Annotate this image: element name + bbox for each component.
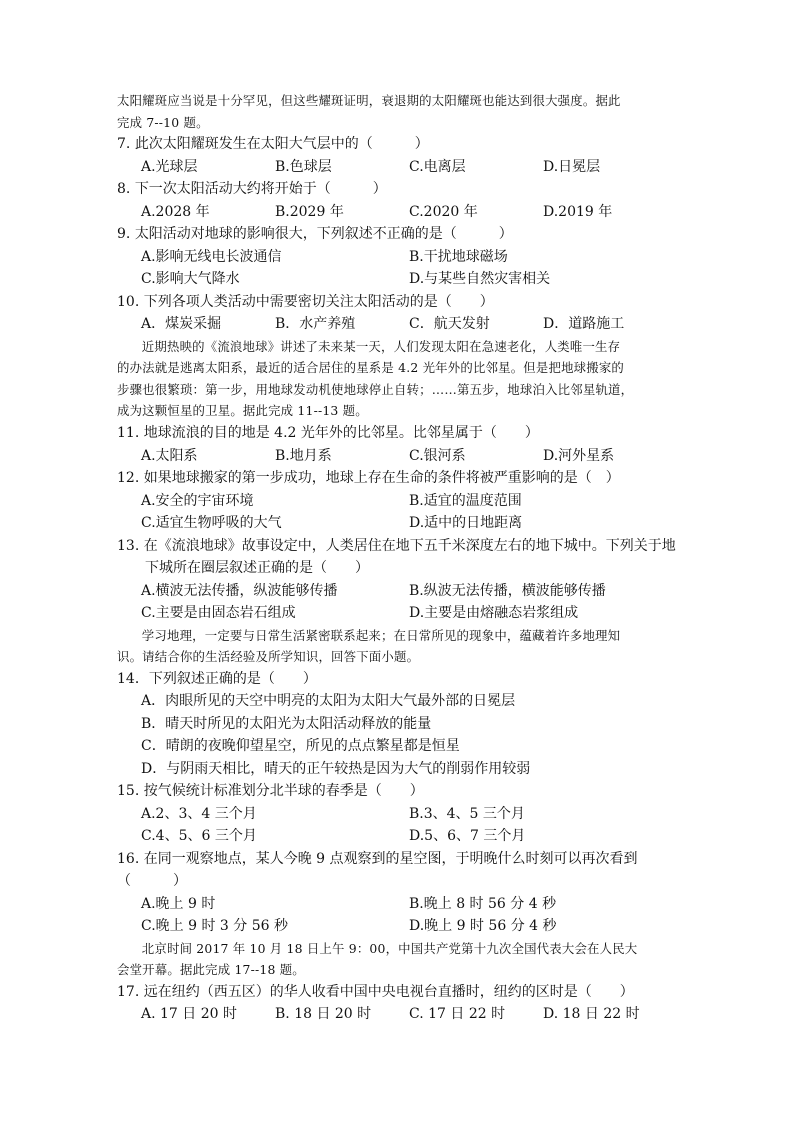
- question-8: [117, 178, 677, 223]
- option-c: C.银河系: [409, 447, 466, 464]
- question-number: 13.: [117, 537, 140, 554]
- question-stem: 按气候统计标准划分北半球的春季是（ ）: [143, 783, 424, 800]
- option-a: A.晚上 9 时: [141, 895, 216, 912]
- intro-line: 的办法就是逃离太阳系，最近的适合居住的星系是 4.2 光年外的比邻星。但是把地球搬家的: [117, 360, 625, 376]
- option-b: B.3、4、5 三个月: [409, 805, 525, 822]
- option-d: D.晚上 9 时 56 分 4 秒: [409, 918, 557, 935]
- option-b: B.地月系: [275, 447, 332, 464]
- option-c: C. 17 日 22 时: [409, 1006, 506, 1023]
- options: [117, 201, 677, 224]
- option-b: B.色球层: [275, 158, 332, 175]
- question-stem: 下一次太阳活动大约将开始于（ ）: [134, 181, 387, 198]
- option-d: D．与阴雨天相比，晴天的正午较热是因为大气的削弱作用较弱: [141, 760, 531, 777]
- question-stem: 在同一观察地点，某人今晚 9 点观察到的星空图，于明晚什么时刻可以再次看到: [143, 850, 638, 867]
- option-c: C．航天发射: [409, 316, 490, 333]
- intro-line: 学习地理，一定要与日常生活紧密联系起来；在日常所见的现象中，蕴藏着许多地理知: [141, 627, 621, 643]
- option-b: B.纵波无法传播，横波能够传播: [409, 582, 606, 599]
- option-a: A.横波无法传播，纵波能够传播: [141, 582, 338, 599]
- question-9: [117, 223, 677, 291]
- option-b: B.适宜的温度范围: [409, 492, 522, 509]
- option-b: B. 18 日 20 时: [275, 1006, 372, 1023]
- option-b: B．水产养殖: [275, 316, 356, 333]
- option-d: D.河外星系: [543, 447, 615, 464]
- option-c: C.电离层: [409, 158, 466, 175]
- question-7: [117, 133, 677, 178]
- option-c: C.2020 年: [409, 203, 478, 220]
- question-number: 11.: [117, 425, 140, 442]
- option-a: A．肉眼所见的天空中明亮的太阳为太阳大气最外部的日冕层: [141, 693, 516, 710]
- intro-daily-geography: [117, 625, 677, 668]
- option-a: A．煤炭采掘: [141, 316, 222, 333]
- question-number: 7.: [117, 136, 131, 153]
- option-b: B.2029 年: [275, 203, 344, 220]
- intro-line: 近期热映的《流浪地球》讲述了未来某一天，人们发现太阳在急速老化，人类唯一生存: [141, 338, 621, 354]
- question-number: 14．: [117, 670, 149, 687]
- options: [117, 825, 677, 848]
- option-d: D．道路施工: [543, 316, 625, 333]
- intro-line: 会堂开幕。据此完成 17--18 题。: [117, 962, 305, 978]
- option-c: C.4、5、6 三个月: [141, 828, 257, 845]
- option-a: A.2028 年: [141, 203, 210, 220]
- options: [117, 313, 677, 336]
- options: [117, 445, 677, 468]
- question-number: 12.: [117, 470, 140, 487]
- option-c: C.适宜生物呼吸的大气: [141, 515, 282, 532]
- exam-page: [117, 90, 677, 1026]
- option-d: D.2019 年: [543, 203, 613, 220]
- intro-line: 成为这颗恒星的卫星。据此完成 11--13 题。: [117, 403, 368, 419]
- question-11: [117, 422, 677, 467]
- question-13: [117, 535, 677, 625]
- question-14: [117, 668, 677, 781]
- options: [117, 156, 677, 179]
- question-stem: 太阳活动对地球的影响很大，下列叙述不正确的是（ ）: [134, 226, 513, 243]
- question-stem: 在《流浪地球》故事设定中，人类居住在地下五千米深度左右的地下城中。下列关于地: [143, 537, 676, 554]
- options: [117, 893, 677, 916]
- question-number: 8.: [117, 181, 131, 198]
- question-15: [117, 780, 677, 848]
- intro-line: 步骤也很繁琐：第一步，用地球发动机使地球停止自转；……第五步，地球泊入比邻星轨道，: [117, 381, 634, 397]
- question-stem-cont: 下城所在圈层叙述正确的是（ ）: [145, 560, 369, 577]
- question-stem: 此次太阳耀斑发生在太阳大气层中的（ ）: [134, 136, 429, 153]
- option-d: D.主要是由熔融态岩浆组成: [409, 605, 579, 622]
- option-a: A. 17 日 20 时: [141, 1006, 237, 1023]
- options: [117, 915, 677, 938]
- option-a: A.2、3、4 三个月: [141, 805, 257, 822]
- option-d: D.5、6、7 三个月: [409, 828, 526, 845]
- option-a: A.影响无线电长波通信: [141, 248, 282, 265]
- options: [117, 490, 677, 513]
- option-b: B．晴天时所见的太阳光为太阳活动释放的能量: [141, 715, 432, 732]
- question-stem: 下列各项人类活动中需要密切关注太阳活动的是（ ）: [143, 293, 494, 310]
- question-stem: 地球流浪的目的地是 4.2 光年外的比邻星。比邻星属于（ ）: [143, 425, 539, 442]
- option-b: B.晚上 8 时 56 分 4 秒: [409, 895, 557, 912]
- question-12: [117, 467, 677, 535]
- option-a: A.安全的宇宙环境: [141, 492, 254, 509]
- intro-wandering-earth: [117, 336, 677, 422]
- question-number: 16.: [117, 850, 140, 867]
- option-c: C.主要是由固态岩石组成: [141, 605, 296, 622]
- option-c: C.晚上 9 时 3 分 56 秒: [141, 918, 288, 935]
- intro-party-congress: [117, 938, 677, 981]
- options: [117, 580, 677, 603]
- question-17: [117, 981, 677, 1026]
- intro-line: 北京时间 2017 年 10 月 18 日上午 9：00，中国共产党第十九次全国代表大会在人民大: [141, 940, 638, 956]
- question-16: [117, 848, 677, 938]
- question-stem: 下列叙述正确的是（ ）: [148, 670, 317, 687]
- question-stem: 远在纽约（西五区）的华人收看中国中央电视台直播时，纽约的区时是（ ）: [143, 983, 634, 1000]
- question-10: [117, 291, 677, 336]
- options: [117, 512, 677, 535]
- question-number: 9.: [117, 226, 131, 243]
- option-d: D.日冕层: [543, 158, 601, 175]
- intro-solar-flare: [117, 90, 677, 133]
- question-stem: 如果地球搬家的第一步成功，地球上存在生命的条件将被严重影响的是（ ）: [143, 470, 620, 487]
- option-c: C.影响大气降水: [141, 271, 240, 288]
- option-d: D.适中的日地距离: [409, 515, 523, 532]
- option-d: D. 18 日 22 时: [543, 1006, 640, 1023]
- question-number: 17.: [117, 983, 140, 1000]
- option-a: A.太阳系: [141, 447, 198, 464]
- intro-line: 太阳耀斑应当说是十分罕见，但这些耀斑证明，衰退期的太阳耀斑也能达到很大强度。据此: [117, 93, 621, 108]
- option-d: D.与某些自然灾害相关: [409, 271, 551, 288]
- options: [117, 268, 677, 291]
- options: [117, 602, 677, 625]
- question-number: 10.: [117, 293, 140, 310]
- option-c: C．晴朗的夜晚仰望星空，所见的点点繁星都是恒星: [141, 738, 460, 755]
- intro-line: 完成 7--10 题。: [117, 114, 209, 130]
- intro-line: 识。请结合你的生活经验及所学知识，回答下面小题。: [117, 649, 420, 665]
- question-stem-cont: （ ）: [117, 873, 187, 890]
- option-b: B.干扰地球磁场: [409, 248, 508, 265]
- option-a: A.光球层: [141, 158, 198, 175]
- question-number: 15.: [117, 783, 140, 800]
- options: [117, 1003, 677, 1026]
- options: [117, 246, 677, 269]
- options: [117, 803, 677, 826]
